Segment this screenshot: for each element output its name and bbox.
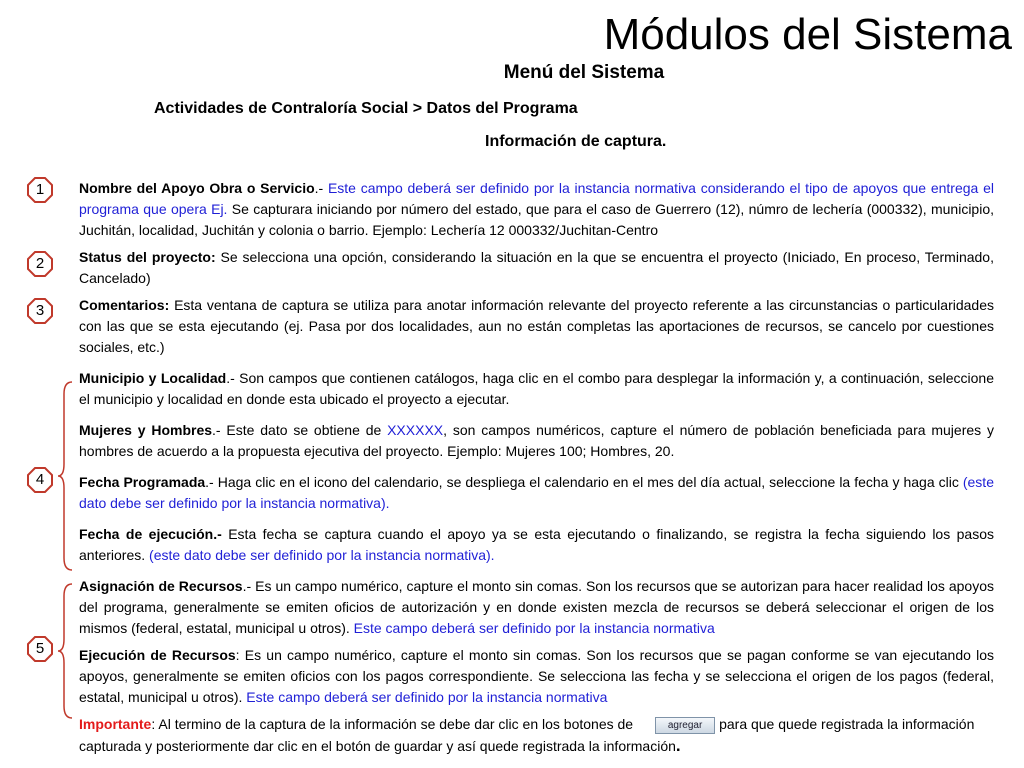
normative-note: (este dato debe ser definido por la instancia normativa).	[79, 474, 994, 511]
content-body	[79, 178, 994, 767]
normative-note: Este campo deberá ser definido por la instancia normativa considerando el tipo de apoyos que entrega el programa que opera Ej.	[79, 180, 994, 217]
badge-2	[27, 251, 53, 277]
field-description: Esta ventana de captura se utiliza para anotar información relevante del proyecto referente a las circunstancias o particularidades con las que se esta ejecutando (ej. Pasa por dos localidades, aun no están completas las aportaciones de recursos, se cancelo por cuestiones sociales, etc.)	[79, 297, 994, 355]
normative-note: Este campo deberá ser definido por la instancia normativa	[246, 689, 608, 705]
field-label: Fecha Programada	[79, 474, 206, 490]
item-fecha-ejecucion	[79, 524, 994, 566]
field-label: Comentarios:	[79, 297, 170, 313]
field-description: .- Haga clic en el icono del calendario, se despliega el calendario en el mes del día actual, seleccione la fecha y haga clic	[205, 474, 963, 490]
field-label: Status del proyecto:	[79, 249, 216, 265]
field-label: Fecha de ejecución.-	[79, 526, 222, 542]
badge-1	[27, 177, 53, 203]
badge-number: 2	[35, 255, 45, 272]
brace-icon	[56, 582, 74, 720]
field-label: Municipio y Localidad	[79, 370, 227, 386]
normative-note: (este dato debe ser definido por la instancia normativa).	[149, 547, 495, 563]
item-fecha-programada	[79, 472, 994, 514]
field-description: : Al termino de la captura de la información se debe dar clic en los botones de	[151, 716, 634, 732]
menu-title: Menú del Sistema	[503, 62, 665, 83]
field-label: Nombre del Apoyo Obra o Servicio	[79, 180, 315, 196]
badge-3	[27, 298, 53, 324]
page-title: Módulos del Sistema	[603, 10, 1012, 59]
sentence-end: .	[675, 736, 681, 755]
field-description: Esta fecha se captura cuando el apoyo ya se esta ejecutando o finalizando, se registra la fecha siguiendo los pasos anteriores.	[79, 526, 995, 563]
item-municipio	[79, 368, 994, 410]
field-description: Se selecciona una opción, considerando la situación en la que se encuentra el proyecto (Iniciado, En proceso, Terminado, Cancelado)	[79, 249, 994, 286]
separator: .-	[314, 180, 328, 196]
badge-4	[27, 467, 53, 493]
badge-number: 5	[35, 640, 45, 657]
badge-number: 1	[35, 181, 45, 198]
badge-number: 3	[35, 302, 45, 319]
field-description: , son campos numéricos, capture el número de población beneficiada para mujeres y hombres de acuerdo a la propuesta ejecutiva del proyecto. Ejemplo: Mujeres 100; Hombres, 20.	[79, 422, 994, 459]
item-comentarios	[79, 295, 994, 358]
field-label: Ejecución de Recursos	[79, 647, 236, 663]
field-description: : Es un campo numérico, capture el monto sin comas. Son los recursos que se pagan conforme se van ejecutando los apoyos, generalmente se emiten oficios con los pagos correspondiente. Se selecciona las fecha y se selecciona el origen de los pagos (federal, estatal, municipal u otros).	[79, 647, 994, 705]
agregar-button[interactable]: agregar	[655, 717, 715, 734]
item-ejecucion	[79, 645, 994, 708]
field-description: .- Es un campo numérico, capture el monto sin comas. Son los recursos que se autorizan para hacer realidad los apoyos del programa, generalmente se emiten oficios de autorización y en donde existen mezcla de recursos se deberá seleccionar el origen de los mismos (federal, estatal, municipal u otros).	[79, 578, 995, 636]
normative-note: Este campo deberá ser definido por la instancia normativa	[353, 620, 715, 636]
field-description: .- Este dato se obtiene de	[212, 422, 388, 438]
item-mujeres	[79, 420, 994, 462]
breadcrumb: Actividades de Contraloría Social > Datos del Programa	[154, 100, 578, 117]
field-description: para que quede registrada la información capturada y posteriormente dar clic en el botón de guardar y así quede registrada la información	[79, 716, 975, 754]
important-label: Importante	[79, 716, 152, 732]
field-label: Asignación de Recursos	[79, 578, 243, 594]
item-status	[79, 247, 994, 289]
field-description: .- Son campos que contienen catálogos, haga clic en el combo para desplegar la información y, a continuación, seleccione el municipio y localidad en donde esta ubicado el proyecto a ejecutar.	[79, 370, 995, 407]
item-importante	[79, 714, 994, 757]
brace-icon	[56, 380, 74, 572]
field-label: Mujeres y Hombres	[79, 422, 213, 438]
field-description: Se capturara iniciando por número del estado, que para el caso de Guerrero (12), númro de lechería (000332), municipio, Juchitán, localidad, Juchitán y colonia o barrio. Ejemplo: Lechería 12 000332/Juchitan-Centro	[79, 201, 994, 238]
source-placeholder: XXXXXX	[387, 422, 444, 438]
badge-number: 4	[35, 471, 45, 488]
item-nombre	[79, 178, 994, 241]
section-title: Información de captura.	[485, 133, 667, 150]
badge-5	[27, 636, 53, 662]
item-asignacion	[79, 576, 994, 639]
